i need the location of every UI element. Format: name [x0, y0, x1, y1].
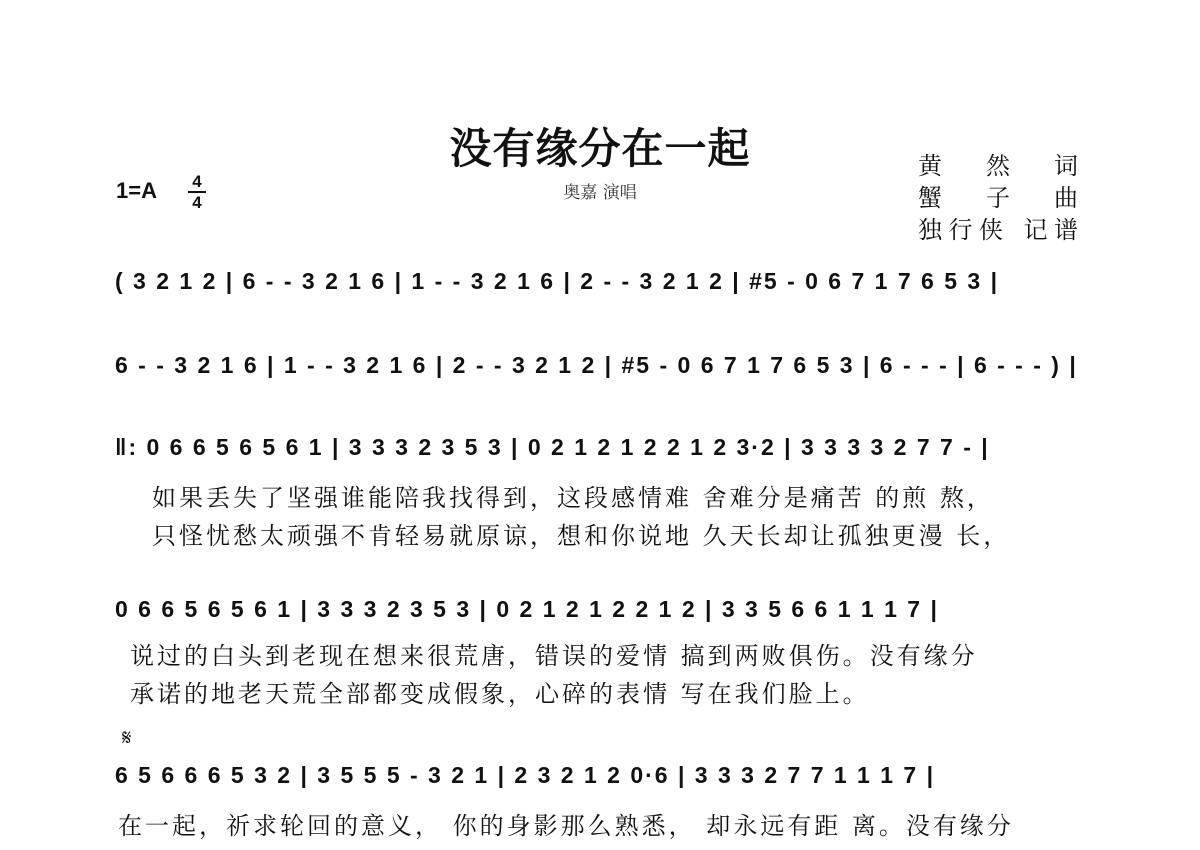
- key-signature: 1=A: [116, 178, 157, 203]
- staff-line-2: 6 - - 3 2 1 6 | 1 - - 3 2 1 6 | 2 - - 3 2 1 2 | #5 - 0 6 7 1 7 6 5 3 | 6 - - - | 6 - - - ) |: [115, 352, 1078, 378]
- lyric-line-5: 在一起，祈求轮回的意义， 你的身影那么熟悉， 却永远有距 离。没有缘分: [118, 812, 1014, 840]
- lyric-line-1: 如果丢失了坚强谁能陪我找得到，这段感情难 舍难分是痛苦 的煎 熬，: [152, 484, 994, 512]
- time-signature: [188, 173, 206, 211]
- lyric-line-4: 承诺的地老天荒全部都变成假象，心碎的表情 写在我们脸上。: [130, 680, 870, 708]
- composer-credit: 蟹 子 曲: [918, 184, 1078, 212]
- segno-sign: 𝄋: [122, 726, 132, 751]
- staff-line-1: ( 3 2 1 2 | 6 - - 3 2 1 6 | 1 - - 3 2 1 6 | 2 - - 3 2 1 2 | #5 - 0 6 7 1 7 6 5 3 |: [115, 268, 1000, 294]
- song-title: 没有缘分在一起: [449, 124, 751, 173]
- staff-line-4: 0 6 6 5 6 5 6 1 | 3 3 3 2 3 5 3 | 0 2 1 2 1 2 2 1 2 | 3 3 5 6 6 1 1 1 7 |: [115, 596, 939, 622]
- transcriber-credit: 独行侠 记谱: [918, 216, 1078, 244]
- singer-credit: 奥嘉 演唱: [563, 183, 637, 203]
- staff-line-3: ‖: 0 6 6 5 6 5 6 1 | 3 3 3 2 3 5 3 | 0 2 1 2 1 2 2 1 2 3·2 | 3 3 3 3 2 7 7 - |: [115, 434, 990, 460]
- time-signature-bottom: 4: [192, 193, 202, 212]
- lyric-line-2: 只怪忧愁太顽强不肯轻易就原谅，想和你说地 久天长却让孤独更漫 长，: [152, 522, 1011, 550]
- lyricist-credit: 黄 然 词: [918, 152, 1078, 180]
- time-signature-top: 4: [192, 172, 202, 191]
- staff-line-5: 6 5 6 6 6 5 3 2 | 3 5 5 5 - 3 2 1 | 2 3 2 1 2 0·6 | 3 3 3 2 7 7 1 1 1 7 |: [115, 762, 936, 788]
- lyric-line-3: 说过的白头到老现在想来很荒唐，错误的爱情 搞到两败俱伤。没有缘分: [130, 642, 978, 670]
